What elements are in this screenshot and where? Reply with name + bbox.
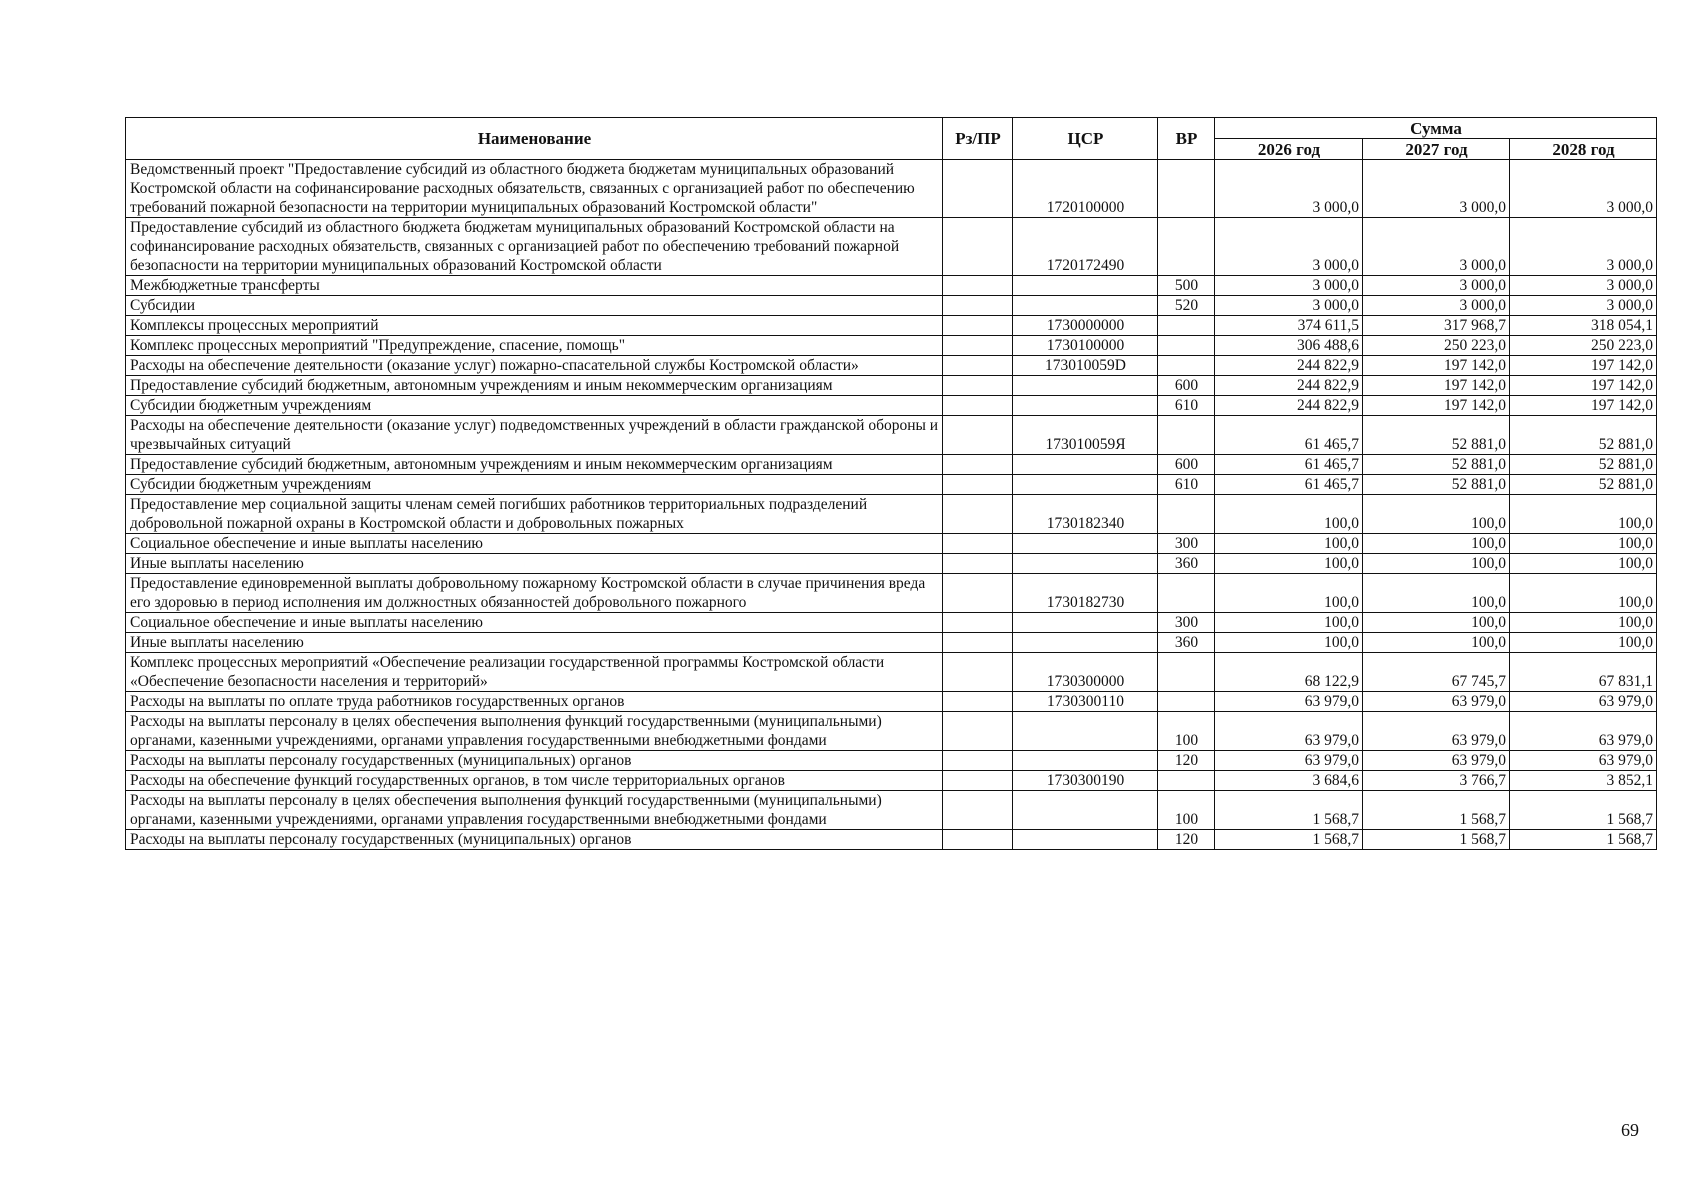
cell-name: Субсидии бюджетным учреждениям <box>126 396 943 416</box>
cell-rz-pr <box>943 791 1013 830</box>
table-row <box>126 475 1657 495</box>
cell-2026: 100,0 <box>1215 554 1363 574</box>
cell-2026: 100,0 <box>1215 574 1363 613</box>
cell-vr: 120 <box>1158 751 1215 771</box>
cell-name: Предоставление единовременной выплаты добровольному пожарному Костромской области в случае причинения вреда его здоровью в период исполнения им должностных обязанностей добровольного пожарного <box>126 574 943 613</box>
table-row <box>126 336 1657 356</box>
page-number: 69 <box>1621 1120 1639 1140</box>
cell-2028: 52 881,0 <box>1510 475 1657 495</box>
cell-2026: 3 000,0 <box>1215 276 1363 296</box>
cell-name: Комплекс процессных мероприятий "Предупреждение, спасение, помощь" <box>126 336 943 356</box>
cell-csr: 1730300110 <box>1013 692 1158 712</box>
cell-2026: 68 122,9 <box>1215 653 1363 692</box>
cell-2026: 1 568,7 <box>1215 791 1363 830</box>
cell-vr: 120 <box>1158 830 1215 850</box>
table-row <box>126 218 1657 276</box>
cell-2027: 63 979,0 <box>1363 712 1510 751</box>
cell-csr <box>1013 475 1158 495</box>
table-row <box>126 455 1657 475</box>
cell-2026: 63 979,0 <box>1215 712 1363 751</box>
cell-name: Расходы на выплаты персоналу государственных (муниципальных) органов <box>126 751 943 771</box>
cell-2027: 52 881,0 <box>1363 455 1510 475</box>
cell-2028: 100,0 <box>1510 534 1657 554</box>
cell-2028: 197 142,0 <box>1510 356 1657 376</box>
cell-name: Межбюджетные трансферты <box>126 276 943 296</box>
cell-2026: 100,0 <box>1215 633 1363 653</box>
cell-vr: 500 <box>1158 276 1215 296</box>
cell-vr: 360 <box>1158 554 1215 574</box>
cell-name: Предоставление субсидий бюджетным, автономным учреждениям и иным некоммерческим организациям <box>126 376 943 396</box>
cell-csr <box>1013 712 1158 751</box>
cell-rz-pr <box>943 613 1013 633</box>
cell-csr: 1730100000 <box>1013 336 1158 356</box>
cell-csr: 1730300190 <box>1013 771 1158 791</box>
cell-2028: 3 000,0 <box>1510 276 1657 296</box>
cell-2028: 3 852,1 <box>1510 771 1657 791</box>
cell-csr <box>1013 376 1158 396</box>
cell-2028: 100,0 <box>1510 554 1657 574</box>
cell-2028: 1 568,7 <box>1510 791 1657 830</box>
header-vr: ВР <box>1158 118 1215 160</box>
cell-rz-pr <box>943 534 1013 554</box>
cell-2026: 3 000,0 <box>1215 160 1363 218</box>
table-row <box>126 416 1657 455</box>
table-row <box>126 296 1657 316</box>
cell-vr <box>1158 316 1215 336</box>
cell-csr: 1730300000 <box>1013 653 1158 692</box>
table-row <box>126 771 1657 791</box>
cell-csr: 1720100000 <box>1013 160 1158 218</box>
cell-vr: 610 <box>1158 475 1215 495</box>
cell-2026: 1 568,7 <box>1215 830 1363 850</box>
cell-name: Социальное обеспечение и иные выплаты населению <box>126 613 943 633</box>
cell-rz-pr <box>943 554 1013 574</box>
header-year-2027: 2027 год <box>1363 139 1510 160</box>
cell-rz-pr <box>943 416 1013 455</box>
cell-2026: 3 000,0 <box>1215 296 1363 316</box>
cell-csr: 1730182340 <box>1013 495 1158 534</box>
cell-vr <box>1158 336 1215 356</box>
cell-rz-pr <box>943 475 1013 495</box>
cell-2027: 3 000,0 <box>1363 296 1510 316</box>
cell-2027: 3 000,0 <box>1363 160 1510 218</box>
table-row <box>126 316 1657 336</box>
cell-2027: 197 142,0 <box>1363 356 1510 376</box>
cell-2027: 1 568,7 <box>1363 830 1510 850</box>
cell-2027: 3 000,0 <box>1363 276 1510 296</box>
cell-csr <box>1013 791 1158 830</box>
header-sum: Сумма <box>1215 118 1657 139</box>
table-row <box>126 276 1657 296</box>
cell-vr: 520 <box>1158 296 1215 316</box>
cell-2027: 1 568,7 <box>1363 791 1510 830</box>
cell-2028: 63 979,0 <box>1510 712 1657 751</box>
cell-vr <box>1158 653 1215 692</box>
cell-rz-pr <box>943 396 1013 416</box>
cell-2026: 100,0 <box>1215 534 1363 554</box>
cell-rz-pr <box>943 712 1013 751</box>
cell-name: Предоставление субсидий из областного бюджета бюджетам муниципальных образований Костромской области на софинансирование расходных обязательств, связанных с организацией работ по обеспечению требований пожарной безопасности на территории муниципальных образований Костромской области <box>126 218 943 276</box>
cell-2026: 61 465,7 <box>1215 475 1363 495</box>
cell-2026: 100,0 <box>1215 613 1363 633</box>
table-row <box>126 495 1657 534</box>
cell-2027: 63 979,0 <box>1363 692 1510 712</box>
cell-2027: 100,0 <box>1363 534 1510 554</box>
cell-2026: 244 822,9 <box>1215 356 1363 376</box>
cell-rz-pr <box>943 316 1013 336</box>
cell-2028: 67 831,1 <box>1510 653 1657 692</box>
header-name: Наименование <box>126 118 943 160</box>
cell-rz-pr <box>943 276 1013 296</box>
cell-vr <box>1158 356 1215 376</box>
cell-name: Социальное обеспечение и иные выплаты населению <box>126 534 943 554</box>
cell-name: Расходы на обеспечение деятельности (оказание услуг) пожарно-спасательной службы Костромской области» <box>126 356 943 376</box>
cell-2027: 52 881,0 <box>1363 475 1510 495</box>
cell-rz-pr <box>943 296 1013 316</box>
cell-2027: 67 745,7 <box>1363 653 1510 692</box>
header-csr: ЦСР <box>1013 118 1158 160</box>
table-row <box>126 356 1657 376</box>
cell-vr: 600 <box>1158 376 1215 396</box>
cell-2028: 52 881,0 <box>1510 455 1657 475</box>
cell-name: Расходы на выплаты персоналу государственных (муниципальных) органов <box>126 830 943 850</box>
cell-2027: 63 979,0 <box>1363 751 1510 771</box>
cell-csr <box>1013 455 1158 475</box>
cell-2026: 244 822,9 <box>1215 396 1363 416</box>
cell-name: Предоставление субсидий бюджетным, автономным учреждениям и иным некоммерческим организациям <box>126 455 943 475</box>
cell-vr <box>1158 692 1215 712</box>
cell-vr: 100 <box>1158 712 1215 751</box>
cell-rz-pr <box>943 356 1013 376</box>
cell-2026: 61 465,7 <box>1215 416 1363 455</box>
cell-2026: 100,0 <box>1215 495 1363 534</box>
cell-rz-pr <box>943 633 1013 653</box>
table-row <box>126 376 1657 396</box>
cell-2026: 63 979,0 <box>1215 692 1363 712</box>
cell-rz-pr <box>943 771 1013 791</box>
cell-2027: 317 968,7 <box>1363 316 1510 336</box>
cell-2027: 3 000,0 <box>1363 218 1510 276</box>
cell-vr: 600 <box>1158 455 1215 475</box>
cell-2028: 3 000,0 <box>1510 296 1657 316</box>
cell-csr <box>1013 751 1158 771</box>
cell-2028: 197 142,0 <box>1510 376 1657 396</box>
cell-name: Иные выплаты населению <box>126 554 943 574</box>
cell-2028: 1 568,7 <box>1510 830 1657 850</box>
cell-rz-pr <box>943 830 1013 850</box>
cell-2026: 306 488,6 <box>1215 336 1363 356</box>
cell-vr: 300 <box>1158 613 1215 633</box>
cell-2027: 100,0 <box>1363 613 1510 633</box>
cell-csr <box>1013 830 1158 850</box>
cell-2028: 3 000,0 <box>1510 218 1657 276</box>
cell-rz-pr <box>943 692 1013 712</box>
table-row <box>126 791 1657 830</box>
cell-2027: 197 142,0 <box>1363 376 1510 396</box>
cell-rz-pr <box>943 455 1013 475</box>
cell-2028: 3 000,0 <box>1510 160 1657 218</box>
cell-vr <box>1158 416 1215 455</box>
table-body <box>126 160 1657 850</box>
table-row <box>126 830 1657 850</box>
cell-name: Предоставление мер социальной защиты членам семей погибших работников территориальных подразделений добровольной пожарной охраны в Костромской области и добровольных пожарных <box>126 495 943 534</box>
header-rz-pr: Рз/ПР <box>943 118 1013 160</box>
cell-2028: 63 979,0 <box>1510 751 1657 771</box>
header-year-2026: 2026 год <box>1215 139 1363 160</box>
cell-vr <box>1158 495 1215 534</box>
cell-2026: 244 822,9 <box>1215 376 1363 396</box>
cell-2028: 250 223,0 <box>1510 336 1657 356</box>
cell-rz-pr <box>943 376 1013 396</box>
cell-2028: 197 142,0 <box>1510 396 1657 416</box>
cell-2027: 3 766,7 <box>1363 771 1510 791</box>
table-row <box>126 613 1657 633</box>
cell-csr: 173010059Я <box>1013 416 1158 455</box>
cell-2027: 100,0 <box>1363 554 1510 574</box>
cell-2027: 100,0 <box>1363 495 1510 534</box>
cell-2028: 100,0 <box>1510 495 1657 534</box>
cell-csr <box>1013 396 1158 416</box>
cell-vr <box>1158 771 1215 791</box>
cell-name: Субсидии бюджетным учреждениям <box>126 475 943 495</box>
cell-vr: 300 <box>1158 534 1215 554</box>
cell-csr: 1730000000 <box>1013 316 1158 336</box>
cell-2026: 3 684,6 <box>1215 771 1363 791</box>
cell-vr: 610 <box>1158 396 1215 416</box>
table-row <box>126 574 1657 613</box>
table-row <box>126 692 1657 712</box>
cell-rz-pr <box>943 160 1013 218</box>
cell-2027: 100,0 <box>1363 633 1510 653</box>
cell-2026: 61 465,7 <box>1215 455 1363 475</box>
cell-csr <box>1013 534 1158 554</box>
cell-name: Расходы на обеспечение деятельности (оказание услуг) подведомственных учреждений в области гражданской обороны и чрезвычайных ситуаций <box>126 416 943 455</box>
cell-2026: 3 000,0 <box>1215 218 1363 276</box>
cell-name: Расходы на выплаты по оплате труда работников государственных органов <box>126 692 943 712</box>
table-row <box>126 712 1657 751</box>
cell-vr <box>1158 218 1215 276</box>
cell-2027: 197 142,0 <box>1363 396 1510 416</box>
cell-2028: 100,0 <box>1510 633 1657 653</box>
cell-csr: 1730182730 <box>1013 574 1158 613</box>
cell-name: Комплекс процессных мероприятий «Обеспечение реализации государственной программы Костромской области «Обеспечение безопасности населения и территорий» <box>126 653 943 692</box>
cell-name: Комплексы процессных мероприятий <box>126 316 943 336</box>
cell-csr <box>1013 296 1158 316</box>
cell-name: Иные выплаты населению <box>126 633 943 653</box>
table-row <box>126 160 1657 218</box>
table-row <box>126 396 1657 416</box>
cell-rz-pr <box>943 495 1013 534</box>
cell-2028: 52 881,0 <box>1510 416 1657 455</box>
cell-2027: 52 881,0 <box>1363 416 1510 455</box>
header-year-2028: 2028 год <box>1510 139 1657 160</box>
cell-csr <box>1013 276 1158 296</box>
budget-table <box>125 117 1657 850</box>
cell-csr: 1720172490 <box>1013 218 1158 276</box>
cell-csr <box>1013 633 1158 653</box>
table-row <box>126 751 1657 771</box>
cell-2028: 100,0 <box>1510 613 1657 633</box>
cell-vr: 100 <box>1158 791 1215 830</box>
cell-csr: 173010059D <box>1013 356 1158 376</box>
cell-rz-pr <box>943 751 1013 771</box>
cell-vr <box>1158 160 1215 218</box>
cell-2028: 63 979,0 <box>1510 692 1657 712</box>
cell-csr <box>1013 554 1158 574</box>
cell-name: Расходы на выплаты персоналу в целях обеспечения выполнения функций государственными (муниципальными) органами, казенными учреждениями, органами управления государственными внебюджетными фондами <box>126 791 943 830</box>
cell-2028: 100,0 <box>1510 574 1657 613</box>
cell-vr: 360 <box>1158 633 1215 653</box>
cell-2026: 63 979,0 <box>1215 751 1363 771</box>
cell-2028: 318 054,1 <box>1510 316 1657 336</box>
cell-rz-pr <box>943 336 1013 356</box>
cell-2027: 100,0 <box>1363 574 1510 613</box>
cell-rz-pr <box>943 218 1013 276</box>
table-row <box>126 554 1657 574</box>
header-row <box>126 118 1657 139</box>
cell-name: Субсидии <box>126 296 943 316</box>
table-row <box>126 534 1657 554</box>
cell-rz-pr <box>943 653 1013 692</box>
cell-csr <box>1013 613 1158 633</box>
cell-vr <box>1158 574 1215 613</box>
cell-rz-pr <box>943 574 1013 613</box>
table-row <box>126 653 1657 692</box>
cell-name: Расходы на выплаты персоналу в целях обеспечения выполнения функций государственными (муниципальными) органами, казенными учреждениями, органами управления государственными внебюджетными фондами <box>126 712 943 751</box>
cell-name: Расходы на обеспечение функций государственных органов, в том числе территориальных органов <box>126 771 943 791</box>
cell-2027: 250 223,0 <box>1363 336 1510 356</box>
cell-2026: 374 611,5 <box>1215 316 1363 336</box>
cell-name: Ведомственный проект "Предоставление субсидий из областного бюджета бюджетам муниципальных образований Костромской области на софинансирование расходных обязательств, связанных с организацией работ по обеспечению требований пожарной безопасности на территории муниципальных образований Костромской области" <box>126 160 943 218</box>
table-row <box>126 633 1657 653</box>
